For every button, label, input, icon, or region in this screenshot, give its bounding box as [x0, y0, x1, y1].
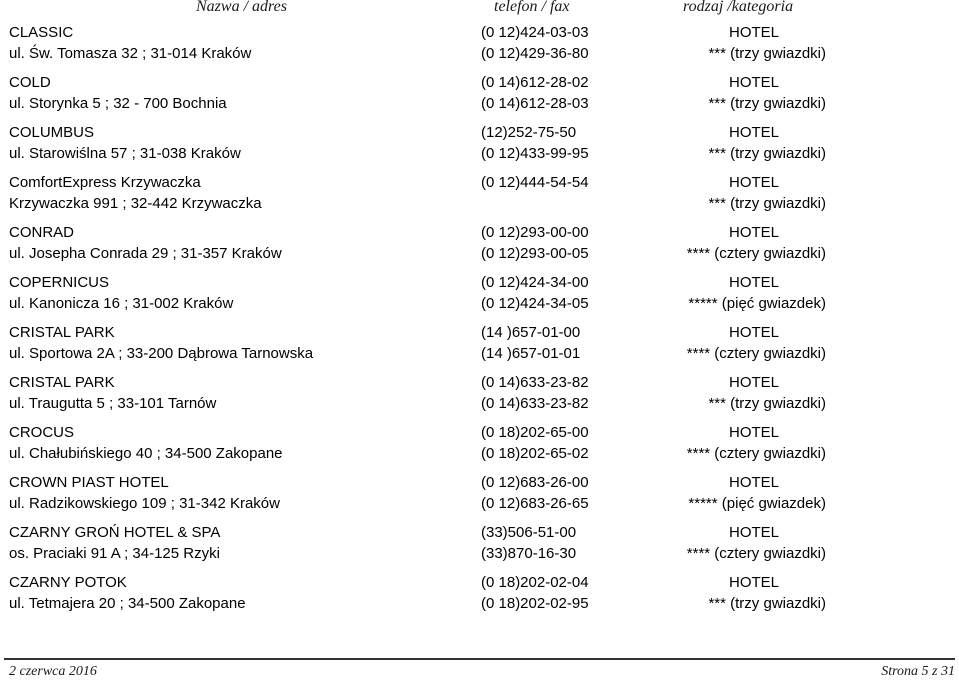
hotel-address: ul. Tetmajera 20 ; 34-500 Zakopane [9, 595, 246, 612]
hotel-type: HOTEL [729, 274, 780, 291]
phone: (0 18)202-02-04 [481, 574, 589, 591]
page-number: Strona 5 z 31 [881, 664, 955, 679]
list-item [0, 22, 959, 72]
phone: (33)506-51-00 [481, 524, 577, 541]
hotel-name: CLASSIC [9, 24, 74, 41]
hotel-address: os. Praciaki 91 A ; 34-125 Rzyki [9, 545, 220, 562]
hotel-category: ***** (pięć gwiazdek) [688, 495, 826, 512]
hotel-category: **** (cztery gwiazdki) [686, 345, 826, 362]
hotel-name: COLUMBUS [9, 124, 95, 141]
hotel-type: HOTEL [729, 224, 780, 241]
footer-date: 2 czerwca 2016 [9, 664, 97, 679]
hotel-name: CZARNY POTOK [9, 574, 127, 591]
hotel-name: ComfortExpress Krzywaczka [9, 174, 201, 191]
phone: (12)252-75-50 [481, 124, 577, 141]
fax: (0 12)424-34-05 [481, 295, 589, 312]
list-item [0, 572, 959, 622]
page-footer [0, 664, 959, 682]
fax: (33)870-16-30 [481, 545, 577, 562]
fax: (0 18)202-65-02 [481, 445, 589, 462]
column-header-name: Nazwa / adres [196, 0, 287, 15]
hotel-type: HOTEL [729, 74, 780, 91]
hotel-name: COLD [9, 74, 51, 91]
hotel-name: CRISTAL PARK [9, 324, 115, 341]
list-item [0, 122, 959, 172]
phone: (0 18)202-65-00 [481, 424, 589, 441]
hotel-type: HOTEL [729, 474, 780, 491]
fax: (0 12)683-26-65 [481, 495, 589, 512]
list-item [0, 372, 959, 422]
fax: (14 )657-01-01 [481, 345, 581, 362]
list-item [0, 72, 959, 122]
phone: (0 12)424-03-03 [481, 24, 589, 41]
hotel-category: *** (trzy gwiazdki) [708, 595, 826, 612]
list-item [0, 172, 959, 222]
hotel-category: **** (cztery gwiazdki) [686, 545, 826, 562]
footer-divider [4, 658, 955, 660]
phone: (0 12)683-26-00 [481, 474, 589, 491]
fax: (0 14)612-28-03 [481, 95, 589, 112]
phone: (0 12)293-00-00 [481, 224, 589, 241]
list-item [0, 272, 959, 322]
fax: (0 12)433-99-95 [481, 145, 589, 162]
hotel-address: ul. Radzikowskiego 109 ; 31-342 Kraków [9, 495, 280, 512]
hotel-type: HOTEL [729, 574, 780, 591]
list-item [0, 522, 959, 572]
hotel-type: HOTEL [729, 374, 780, 391]
phone: (0 14)633-23-82 [481, 374, 589, 391]
hotel-category: *** (trzy gwiazdki) [708, 95, 826, 112]
phone: (0 12)444-54-54 [481, 174, 589, 191]
hotel-type: HOTEL [729, 424, 780, 441]
fax: (0 14)633-23-82 [481, 395, 589, 412]
hotel-category: **** (cztery gwiazdki) [686, 245, 826, 262]
hotel-address: ul. Traugutta 5 ; 33-101 Tarnów [9, 395, 217, 412]
list-item [0, 222, 959, 272]
hotel-name: CZARNY GROŃ HOTEL & SPA [9, 524, 221, 541]
hotel-address: ul. Chałubińskiego 40 ; 34-500 Zakopane [9, 445, 283, 462]
hotel-category: *** (trzy gwiazdki) [708, 395, 826, 412]
fax: (0 18)202-02-95 [481, 595, 589, 612]
hotel-name: CRISTAL PARK [9, 374, 115, 391]
hotel-category: ***** (pięć gwiazdek) [688, 295, 826, 312]
hotel-address: ul. Kanonicza 16 ; 31-002 Kraków [9, 295, 234, 312]
hotel-address: ul. Storynka 5 ; 32 - 700 Bochnia [9, 95, 227, 112]
hotel-name: CROCUS [9, 424, 75, 441]
hotel-category: *** (trzy gwiazdki) [708, 145, 826, 162]
hotel-address: ul. Św. Tomasza 32 ; 31-014 Kraków [9, 45, 252, 62]
hotel-category: *** (trzy gwiazdki) [708, 195, 826, 212]
hotel-name: CONRAD [9, 224, 75, 241]
hotel-type: HOTEL [729, 174, 780, 191]
list-item [0, 322, 959, 372]
fax: (0 12)293-00-05 [481, 245, 589, 262]
list-item [0, 422, 959, 472]
column-header-row [0, 0, 959, 20]
hotel-name: COPERNICUS [9, 274, 110, 291]
hotel-category: *** (trzy gwiazdki) [708, 45, 826, 62]
hotel-type: HOTEL [729, 124, 780, 141]
hotel-address: ul. Starowiślna 57 ; 31-038 Kraków [9, 145, 241, 162]
list-item [0, 472, 959, 522]
hotel-address: ul. Josepha Conrada 29 ; 31-357 Kraków [9, 245, 282, 262]
hotel-name: CROWN PIAST HOTEL [9, 474, 169, 491]
phone: (14 )657-01-00 [481, 324, 581, 341]
hotel-category: **** (cztery gwiazdki) [686, 445, 826, 462]
fax: (0 12)429-36-80 [481, 45, 589, 62]
column-header-category: rodzaj /kategoria [683, 0, 794, 15]
hotel-address: ul. Sportowa 2A ; 33-200 Dąbrowa Tarnowska [9, 345, 314, 362]
hotel-type: HOTEL [729, 324, 780, 341]
column-header-phone: telefon / fax [494, 0, 570, 15]
hotel-type: HOTEL [729, 24, 780, 41]
hotel-address: Krzywaczka 991 ; 32-442 Krzywaczka [9, 195, 262, 212]
phone: (0 14)612-28-02 [481, 74, 589, 91]
phone: (0 12)424-34-00 [481, 274, 589, 291]
hotel-type: HOTEL [729, 524, 780, 541]
